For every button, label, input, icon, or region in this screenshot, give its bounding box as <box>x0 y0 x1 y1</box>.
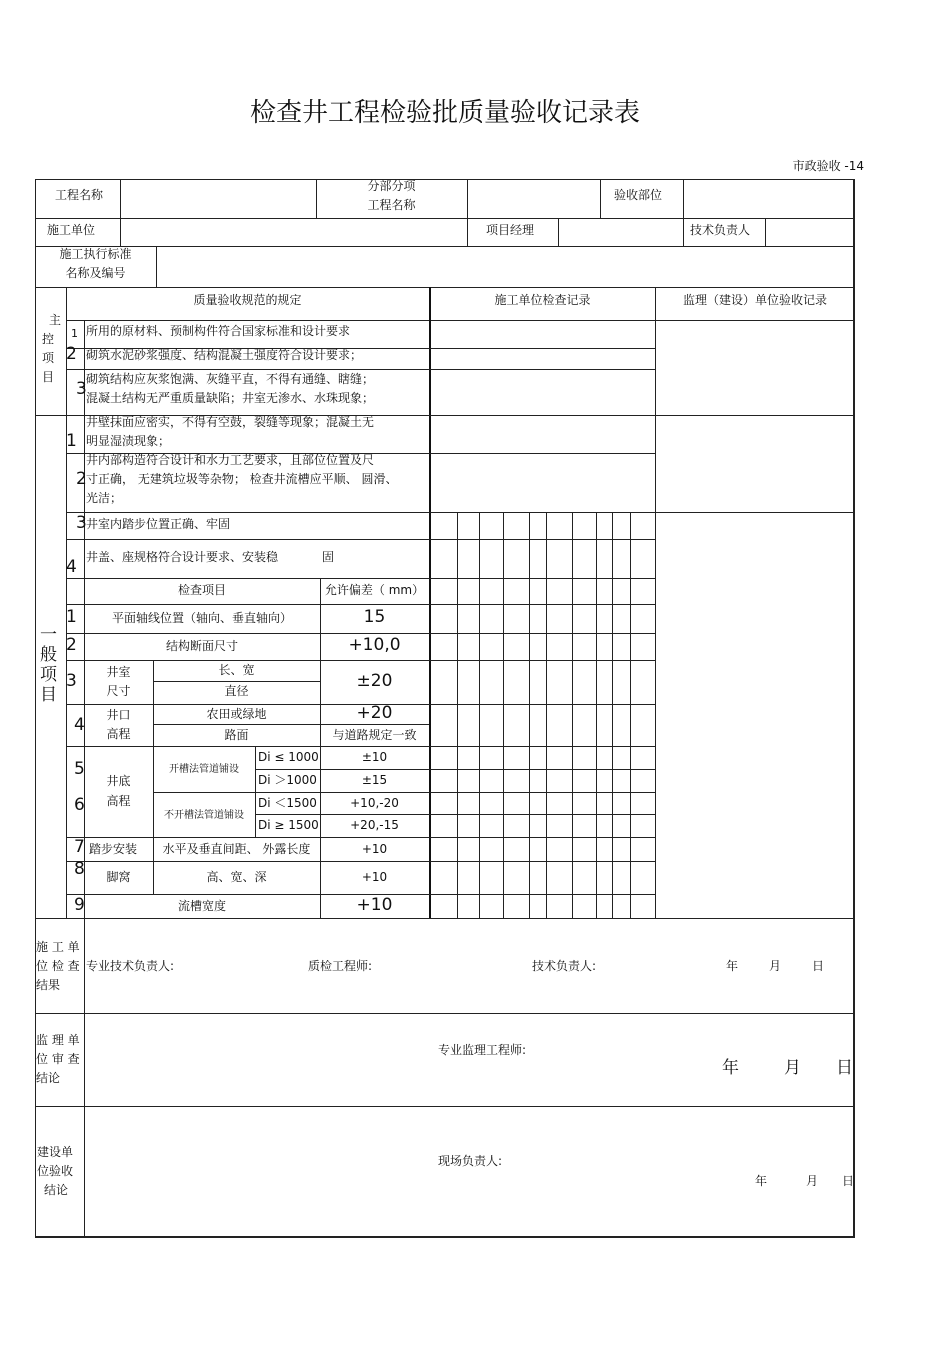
mc-3-text-1: 砌筑结构应灰浆饱满、灰缝平直，不得有通缝、瞎缝； <box>86 372 375 386</box>
check-item-header: 检查项目 <box>177 583 226 597</box>
tol-56-d1: Di ≤ 1000 <box>258 750 319 764</box>
gi-2-text-2: 寸正确， 无建筑垃圾等杂物； 检查井流槽应平顺、 圆滑、 <box>86 472 398 486</box>
mc-2-no: 2 <box>66 344 77 364</box>
tol-56-group-1: 井底 <box>106 774 131 788</box>
column-spec: 质量验收规范的规定 <box>193 293 302 307</box>
gi-4-text: 井盖、座规格符合设计要求、安装稳 <box>86 550 279 564</box>
tolerance-header: 允许偏差（ mm） <box>324 583 425 597</box>
label-sub-project-1: 分部分项 <box>367 179 416 193</box>
tol-56-closed: 不开槽法管道铺设 <box>164 810 244 821</box>
supervision-day: 日 <box>836 1058 853 1078</box>
gi-3-no: 3 <box>76 513 87 533</box>
tol-4-no: 4 <box>74 715 85 735</box>
owner-label-2: 位验收 <box>37 1164 74 1178</box>
gi-1-text-2: 明显湿渍现象； <box>86 434 171 448</box>
gi-4-no: 4 <box>66 557 77 577</box>
tol-8-detail: 高、宽、深 <box>206 870 267 884</box>
gi-1-text-1: 井壁抹面应密实，不得有空鼓，裂缝等现象；混凝土无 <box>86 415 375 429</box>
tol-4-group-2: 高程 <box>106 727 131 741</box>
tol-8-name: 脚窝 <box>106 870 131 884</box>
owner-month: 月 <box>806 1174 819 1188</box>
column-supervision-record: 监理（建设）单位验收记录 <box>682 293 827 307</box>
supervision-year: 年 <box>722 1058 739 1078</box>
construction-result-label-3: 结果 <box>36 978 61 992</box>
mc-1-text: 所用的原材料、预制构件符合国家标准和设计要求 <box>86 324 351 338</box>
tol-5-no: 5 <box>74 759 85 779</box>
tol-3-b: 直径 <box>224 684 249 698</box>
tol-4-a: 农田或绿地 <box>206 707 267 721</box>
gi-4-text-end: 固 <box>322 550 335 564</box>
mc-3-text-2: 混凝土结构无严重质量缺陷；井室无渗水、水珠现象； <box>86 391 375 405</box>
mc-2-text: 砌筑水泥砂浆强度、结构混凝土强度符合设计要求； <box>86 348 363 362</box>
tol-9-no: 9 <box>74 895 85 915</box>
tol-3-a: 长、宽 <box>218 663 255 677</box>
tol-56-d2: Di ＞1000 <box>258 773 317 787</box>
main-control-label-4: 目 <box>42 370 55 384</box>
general-label-2: 般 <box>40 645 57 665</box>
general-label-4: 目 <box>40 685 57 705</box>
tol-6-no: 6 <box>74 795 85 815</box>
owner-label-1: 建设单 <box>37 1145 74 1159</box>
construction-year: 年 <box>726 959 739 973</box>
tol-4-a-value: +20 <box>356 703 393 723</box>
tol-56-d4: Di ≥ 1500 <box>258 818 319 832</box>
gi-3-text: 井室内踏步位置正确、牢固 <box>86 517 231 531</box>
tol-3-group-1: 井室 <box>106 665 131 679</box>
gi-1-no: 1 <box>66 431 77 451</box>
mc-3-no: 3 <box>76 379 87 399</box>
document-code: 市政验收 -14 <box>792 159 864 173</box>
main-control-label-3: 项 <box>42 351 55 365</box>
tol-7-no: 7 <box>74 837 85 857</box>
construction-day: 日 <box>812 959 825 973</box>
column-construction-check: 施工单位检查记录 <box>494 293 591 307</box>
page-title: 检查井工程检验批质量验收记录表 <box>249 98 640 128</box>
construction-result-label-2: 位 检 查 <box>36 959 80 973</box>
label-construction-unit: 施工单位 <box>47 223 96 237</box>
tol-56-group-2: 高程 <box>106 794 131 808</box>
mc-1-no: 1 <box>71 327 78 340</box>
tol-3-value: ±20 <box>356 671 393 691</box>
tol-56-v3: +10,-20 <box>350 796 399 810</box>
tol-1-name: 平面轴线位置（轴向、垂直轴向） <box>111 611 292 625</box>
tol-7-name: 踏步安装 <box>89 842 138 856</box>
label-acceptance-part: 验收部位 <box>614 188 663 202</box>
gi-2-text-3: 光洁； <box>86 491 123 505</box>
label-tech-lead: 技术负责人 <box>690 223 751 237</box>
construction-professional: 专业技术负责人: <box>86 959 175 973</box>
construction-month: 月 <box>769 959 782 973</box>
tol-7-detail: 水平及垂直间距、 外露长度 <box>162 842 311 856</box>
label-standard-2: 名称及编号 <box>65 266 126 280</box>
owner-year: 年 <box>755 1174 768 1188</box>
supervision-engineer: 专业监理工程师: <box>438 1043 527 1057</box>
supervision-label-3: 结论 <box>36 1071 61 1085</box>
tol-4-b-value: 与道路规定一致 <box>332 728 417 742</box>
tol-8-no: 8 <box>74 859 85 879</box>
supervision-label-1: 监 理 单 <box>36 1033 80 1047</box>
tol-4-b: 路面 <box>224 728 249 742</box>
gi-2-text-1: 井内部构造符合设计和水力工艺要求，且部位位置及尺 <box>86 453 375 467</box>
supervision-label-2: 位 审 查 <box>36 1052 80 1066</box>
tol-9-name: 流槽宽度 <box>177 899 226 913</box>
tol-1-value: 15 <box>363 607 386 627</box>
owner-site-lead: 现场负责人: <box>438 1154 503 1168</box>
owner-label-3: 结论 <box>44 1183 69 1197</box>
label-project-manager: 项目经理 <box>486 223 535 237</box>
label-sub-project-2: 工程名称 <box>367 198 416 212</box>
tol-56-open: 开槽法管道铺设 <box>169 764 239 775</box>
tol-3-no: 3 <box>66 671 77 691</box>
tol-2-no: 2 <box>66 635 77 655</box>
tol-56-v4: +20,-15 <box>350 818 399 832</box>
gi-2-no: 2 <box>76 469 87 489</box>
construction-tech: 技术负责人: <box>532 959 597 973</box>
tol-7-value: +10 <box>361 842 388 856</box>
supervision-month: 月 <box>784 1058 801 1078</box>
tol-2-name: 结构断面尺寸 <box>165 639 238 653</box>
tol-1-no: 1 <box>66 607 77 627</box>
label-project-name: 工程名称 <box>55 188 104 202</box>
tol-4-group-1: 井口 <box>106 708 131 722</box>
construction-result-label-1: 施 工 单 <box>36 940 80 954</box>
tol-8-value: +10 <box>361 870 388 884</box>
tol-3-group-2: 尺寸 <box>106 684 131 698</box>
owner-day: 日 <box>842 1174 855 1188</box>
general-label-1: 一 <box>40 625 57 645</box>
label-standard-1: 施工执行标准 <box>59 247 132 261</box>
tol-56-d3: Di ＜1500 <box>258 796 317 810</box>
tol-2-value: +10,0 <box>348 635 401 655</box>
construction-quality: 质检工程师: <box>308 959 373 973</box>
main-control-label-1: 主 <box>49 313 62 327</box>
main-control-label-2: 控 <box>42 332 55 346</box>
general-label-3: 项 <box>40 665 57 685</box>
tol-56-v2: ±15 <box>361 773 388 787</box>
tol-9-value: +10 <box>356 895 393 915</box>
tol-56-v1: ±10 <box>361 750 388 764</box>
